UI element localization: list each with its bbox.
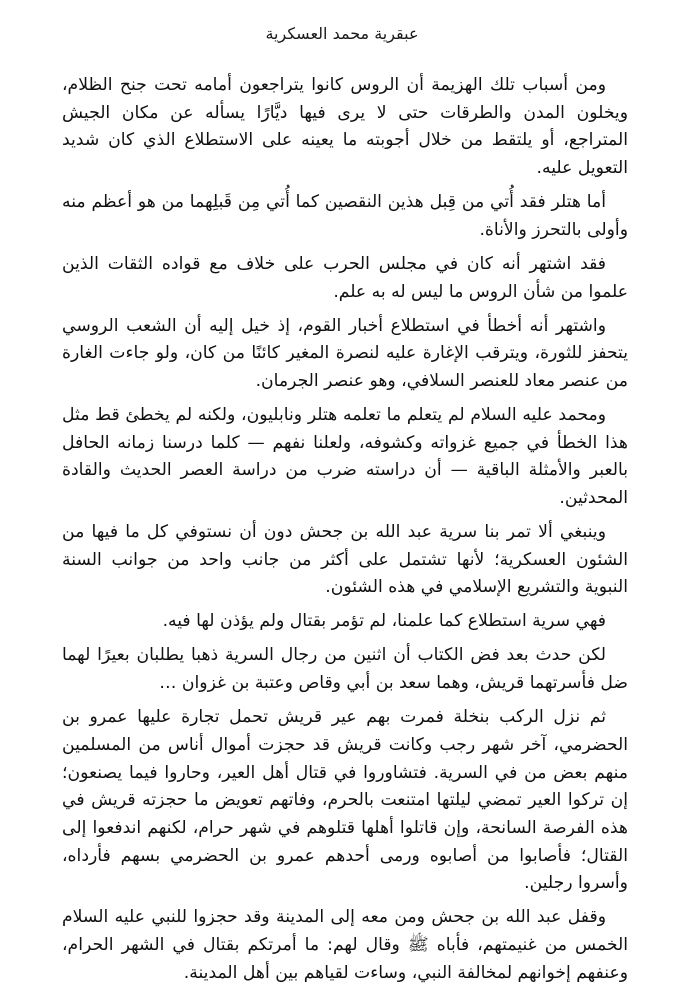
- paragraph: فهي سرية استطلاع كما علمنا، لم تؤمر بقتال ولم يؤذن لها فيه.: [162, 611, 606, 632]
- paragraph: فقد اشتهر أنه كان في مجلس الحرب على خلاف مع قواده الثقات الذين علموا من شأن الروس ما ليس له به علم.: [62, 253, 628, 302]
- running-header-title: عبقرية محمد العسكرية: [265, 24, 419, 43]
- paragraph: لكن حدث بعد فض الكتاب أن اثنين من رجال السرية ذهبا يطلبان بعيرًا لهما ضل فأسرتهما قريش، وهما سعد بن أبي وقاص وعتبة بن غزوان …: [62, 645, 628, 694]
- paragraph: ثم نزل الركب بنخلة فمرت بهم عير قريش تحمل تجارة عليها عمرو بن الحضرمي، آخر شهر رجب وكانت قريش قد حجزت أموال أناس من المسلمين منهم بعض من في السرية. فتشاوروا في قتال أهل العير، وحاروا فيما يصنعون؛ إن تركوا العير تمضي ليلتها امتنعت بالحرم، وفاتهم تعويض ما حجزته قريش في هذه الفرصة السانحة، وإن قاتلوا أهلها قتلوهم في شهر حرام، لكنهم اندفعوا إلى القتال؛ فأصابوا من أصابوه ورمى أحدهم عمرو بن الحضرمي بسهم فأرداه، وأسروا رجلين.: [62, 707, 628, 894]
- paragraph: ومحمد عليه السلام لم يتعلم ما تعلمه هتلر ونابليون، ولكنه لم يخطئ قط مثل هذا الخطأ في جميع غزواته وكشوفه، ولعلنا نفهم — كلما درسنا زمانه الحافل بالعبر والأمثلة الباقية — أن دراسته ضرب من دراسة العصر الحديث والقادة المحدثين.: [62, 404, 628, 509]
- paragraph: واشتهر أنه أخطأ في استطلاع أخبار القوم، إذ خيل إليه أن الشعب الروسي يتحفز للثورة، ويترقب الإغارة عليه لنصرة المغير كائنًا من كان، ولو جاءت الغارة من عنصر معاد للعنصر السلافي، وهو عنصر الجرمان.: [62, 315, 628, 391]
- paragraph: وينبغي ألا تمر بنا سرية عبد الله بن جحش دون أن نستوفي كل ما فيها من الشئون العسكرية؛ لأنها تشتمل على أكثر من جانب واحد من جوانب السنة النبوية والتشريع الإسلامي في هذه الشئون.: [62, 522, 628, 598]
- paragraph: ومن أسباب تلك الهزيمة أن الروس كانوا يتراجعون أمامه تحت جنح الظلام، ويخلون المدن والطرقات حتى لا يرى فيها ديَّارًا يسأله عن مكان الجيش المتراجع، أو يلتقط من خلال أجوبته ما يعينه على الاستطلاع الذي كان شديد التعويل عليه.: [62, 75, 628, 179]
- paragraph: وقفل عبد الله بن جحش ومن معه إلى المدينة وقد حجزوا للنبي عليه السلام الخمس من غنيمتهم، فأباه ﷺ وقال لهم: ما أمرتكم بقتال في الشهر الحرام، وعنفهم إخوانهم لمخالفة النبي، وساءت لقياهم بين أهل المدينة.: [62, 907, 628, 983]
- paragraph: أما هتلر فقد أُتي من قِبل هذين النقصين كما أُتي مِن قَبلِهما من هو أعظم منه وأولى بالتحرز والأناة.: [62, 192, 628, 240]
- body-text: [62, 72, 628, 987]
